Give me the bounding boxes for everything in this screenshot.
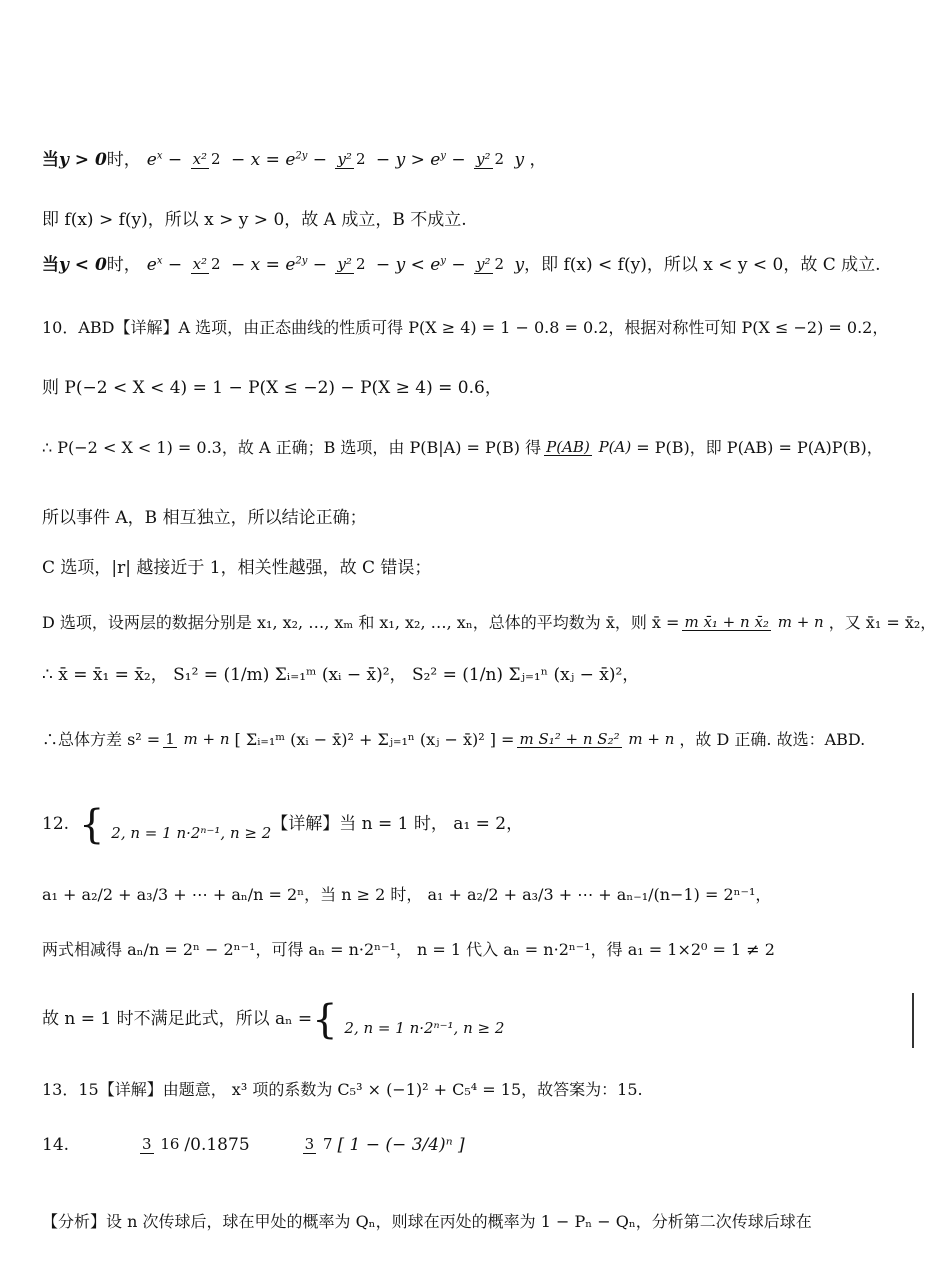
denominator: 16 bbox=[160, 1135, 180, 1154]
fraction bbox=[163, 729, 231, 749]
piecewise bbox=[312, 997, 505, 1043]
case-1: 2, n = 1 bbox=[111, 824, 172, 842]
denominator: m + n bbox=[777, 612, 824, 631]
denominator: m + n bbox=[183, 729, 230, 748]
text: ∴ x̄ = x̄₁ = x̄₂， S₁² = (1/m) Σᵢ₌₁ᵐ (xᵢ − x̄)²， S₂² = (1/n) Σⱼ₌₁ⁿ (xⱼ − x̄)²， bbox=[42, 665, 640, 685]
text: [ Σᵢ₌₁ᵐ (xᵢ − x̄)² + Σⱼ₌₁ⁿ (xⱼ − x̄)² ] = bbox=[234, 730, 515, 749]
text: = P(B)，即 P(AB) = P(A)P(B)， bbox=[636, 438, 883, 457]
numerator: 3 bbox=[304, 1135, 315, 1154]
fraction bbox=[140, 1137, 181, 1154]
line-12b bbox=[42, 885, 922, 905]
line-10e bbox=[42, 558, 922, 579]
denominator: m + n bbox=[628, 729, 675, 748]
text: C 选项，|r| 越接近于 1，相关性越强，故 C 错误； bbox=[42, 558, 432, 578]
line-10c bbox=[42, 438, 922, 458]
question-number: 12. bbox=[42, 814, 70, 835]
text: 时， bbox=[106, 255, 141, 275]
text: ，又 x̄₁ = x̄₂， bbox=[828, 613, 937, 632]
line-15 bbox=[42, 1212, 922, 1232]
numerator: m S₁² + n S₂² bbox=[519, 729, 620, 748]
text: 两式相减得 aₙ/n = 2ⁿ − 2ⁿ⁻¹，可得 aₙ = n·2ⁿ⁻¹， n = 1 代入 aₙ = n·2ⁿ⁻¹，得 a₁ = 1×2⁰ = 1 ≠ 2 bbox=[42, 940, 775, 959]
numerator: 1 bbox=[165, 729, 175, 748]
text: ∴ P(−2 < X < 1) = 0.3，故 A 正确；B 选项，由 P(B|A) = P(B) 得 bbox=[42, 438, 542, 457]
text: 10．ABD【详解】A 选项，由正态曲线的性质可得 P(X ≥ 4) = 1 − 0.8 = 0.2，根据对称性可知 P(X ≤ −2) = 0.2， bbox=[42, 318, 889, 337]
equation: $e^x - x^2$ $2 - x = e^{2y} - y^2$ $2 - y < e^y - y^2$ 2 y bbox=[146, 255, 525, 275]
text: ∴总体方差 s² = bbox=[42, 730, 161, 749]
line-10 bbox=[42, 318, 922, 338]
brace: { bbox=[312, 997, 338, 1043]
text: a₁ + a₂/2 + a₃/3 + ⋯ + aₙ/n = 2ⁿ，当 n ≥ 2 时， a₁ + a₂/2 + a₃/3 + ⋯ + aₙ₋₁/(n−1) = 2ⁿ⁻¹， bbox=[42, 885, 772, 904]
numerator: 3 bbox=[142, 1135, 152, 1154]
condition: y > 0 bbox=[59, 150, 107, 170]
text: 【详解】当 n = 1 时， a₁ = 2， bbox=[271, 814, 524, 835]
line-10h bbox=[42, 730, 922, 750]
line-3 bbox=[42, 255, 922, 276]
text: 故 n = 1 时不满足此式，所以 aₙ = bbox=[42, 1009, 313, 1030]
line-10f bbox=[42, 612, 937, 633]
line-10d bbox=[42, 508, 922, 529]
text: 当 bbox=[42, 150, 59, 170]
margin-mark bbox=[912, 993, 914, 1048]
text: 13．15【详解】由题意， x³ 项的系数为 C₅³ × (−1)² + C₅⁴ = 15，故答案为：15. bbox=[42, 1080, 643, 1099]
brace: { bbox=[79, 802, 105, 848]
fraction: y² 2 bbox=[476, 150, 505, 169]
text: /0.1875 bbox=[184, 1135, 250, 1155]
fraction bbox=[544, 437, 633, 457]
fraction: y² 2 bbox=[337, 150, 366, 169]
case-2: n·2ⁿ⁻¹, n ≥ 2 bbox=[409, 1019, 505, 1037]
text: 则 P(−2 < X < 4) = 1 − P(X ≤ −2) − P(X ≥ 4) = 0.6， bbox=[42, 378, 502, 398]
fraction bbox=[682, 612, 825, 632]
denominator: 7 bbox=[322, 1135, 333, 1154]
text: 所以事件 A，B 相互独立，所以结论正确； bbox=[42, 508, 367, 528]
expression: [ 1 − (− 3/4)ⁿ ] bbox=[337, 1135, 465, 1155]
text: 【分析】设 n 次传球后，球在甲处的概率为 Qₙ，则球在丙处的概率为 1 − Pₙ − Qₙ，分析第二次传球后球在 bbox=[42, 1212, 812, 1231]
line-10g bbox=[42, 665, 922, 686]
condition: y < 0 bbox=[59, 255, 107, 275]
text: D 选项，设两层的数据分别是 x₁, x₂, …, xₘ 和 x₁, x₂, …, xₙ，总体的平均数为 x̄，则 x̄ = bbox=[42, 613, 680, 632]
numerator: m x̄₁ + n x̄₂ bbox=[684, 612, 769, 631]
case-2: n·2ⁿ⁻¹, n ≥ 2 bbox=[176, 824, 272, 842]
text: 当 bbox=[42, 255, 59, 275]
text: 即 f(x) > f(y)，所以 x > y > 0，故 A 成立，B 不成立. bbox=[42, 210, 467, 230]
fraction bbox=[303, 1137, 335, 1154]
line-12c bbox=[42, 940, 922, 960]
question-number: 14. bbox=[42, 1135, 70, 1155]
equation: $e^x - x^2$ $2 - x = e^{2y} - y^2$ $2 - y > e^y - y^2$ 2 y ， bbox=[146, 150, 547, 170]
text: ，故 D 正确. 故选：ABD. bbox=[679, 730, 866, 749]
line-2 bbox=[42, 210, 922, 231]
line-1 bbox=[42, 150, 922, 171]
text: 时， bbox=[106, 150, 141, 170]
line-12d bbox=[42, 997, 922, 1043]
fraction: x² 2 bbox=[192, 150, 221, 169]
denominator: P(A) bbox=[598, 437, 632, 456]
piecewise bbox=[79, 802, 272, 848]
line-14 bbox=[42, 1135, 922, 1156]
text: ，即 f(x) < f(y)，所以 x < y < 0，故 C 成立. bbox=[524, 255, 881, 275]
fraction bbox=[517, 729, 676, 749]
line-12 bbox=[42, 802, 922, 848]
case-1: 2, n = 1 bbox=[344, 1019, 405, 1037]
line-10b bbox=[42, 378, 922, 399]
line-13 bbox=[42, 1080, 922, 1100]
numerator: P(AB) bbox=[546, 437, 590, 456]
